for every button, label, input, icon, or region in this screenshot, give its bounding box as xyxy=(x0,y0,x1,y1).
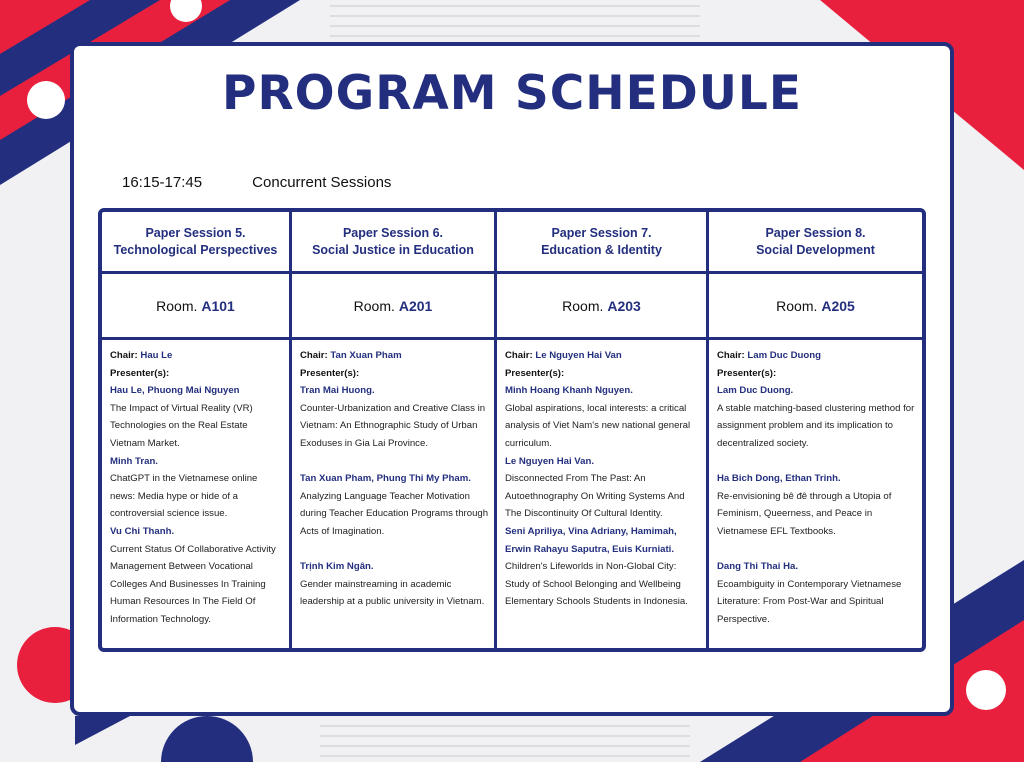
presenter-names: Tran Mai Huong. xyxy=(300,385,375,397)
paper-title: Disconnected From The Past: An Autoethnography On Writing Systems And The Discontinuity Of Cultural Identity. xyxy=(505,473,685,520)
chair-name: Le Nguyen Hai Van xyxy=(535,350,622,361)
presenters-label: Presenter(s): xyxy=(717,367,777,379)
session-theme: Education & Identity xyxy=(541,242,662,257)
presenters-label: Presenter(s): xyxy=(300,367,360,379)
chair-label: Chair: xyxy=(110,350,138,361)
presenter-names: Trịnh Kim Ngân. xyxy=(300,561,374,573)
presenter-names: Minh Hoang Khanh Nguyen. xyxy=(505,385,633,397)
room-cell-7 xyxy=(497,274,709,340)
paper-title: A stable matching-based clustering method for assignment problem and its implication to decentralized society. xyxy=(717,402,915,449)
room-prefix: Room. xyxy=(776,297,818,314)
chair-name: Lam Duc Duong xyxy=(747,350,821,361)
session-header-5 xyxy=(102,212,292,274)
room-number: A205 xyxy=(821,297,855,314)
paper-title: ChatGPT in the Vietnamese online news: Media hype or hide of a controversial science issue. xyxy=(110,473,258,520)
session-name: Paper Session 8. xyxy=(765,225,866,240)
paper-title: Re-envisioning bê đê through a Utopia of Feminism, Queerness, and Peace in Vietnamese EFL Textbooks. xyxy=(717,490,892,537)
session-theme: Technological Perspectives xyxy=(113,242,278,257)
session-label: Concurrent Sessions xyxy=(252,174,392,191)
chair-label: Chair: xyxy=(300,350,328,361)
presenter-names: Ha Bich Dong, Ethan Trinh. xyxy=(717,473,841,485)
room-number: A203 xyxy=(607,297,641,314)
room-cell-6 xyxy=(292,274,497,340)
paper-title: Global aspirations, local interests: a critical analysis of Viet Nam's new national general curriculum. xyxy=(505,402,691,449)
chair-name: Tan Xuan Pham xyxy=(330,350,402,361)
paper-title: Counter-Urbanization and Creative Class in Vietnam: An Ethnographic Study of Urban Exoduses in Gia Lai Province. xyxy=(300,402,486,449)
session-name: Paper Session 7. xyxy=(551,225,652,240)
room-prefix: Room. xyxy=(562,297,604,314)
session-name: Paper Session 5. xyxy=(145,225,246,240)
paper-title: The Impact of Virtual Reality (VR) Technologies on the Real Estate Vietnam Market. xyxy=(110,402,253,449)
presenters-label: Presenter(s): xyxy=(505,367,565,379)
page-title: PROGRAM SCHEDULE xyxy=(222,66,802,121)
session-theme: Social Justice in Education xyxy=(312,242,474,257)
presenters-label: Presenter(s): xyxy=(110,367,170,379)
room-prefix: Room. xyxy=(353,297,395,314)
session-theme: Social Development xyxy=(756,242,875,257)
session-body-6 xyxy=(292,340,497,648)
chair-name: Hau Le xyxy=(140,350,173,361)
session-header-6 xyxy=(292,212,497,274)
room-number: A201 xyxy=(398,297,433,314)
room-cell-8 xyxy=(709,274,922,340)
room-cell-5 xyxy=(102,274,292,340)
chair-line xyxy=(717,347,918,365)
paper-title: Current Status Of Collaborative Activity Management Between Vocational Colleges And Businesses In Training Human Resources In The Field Of Information Technology. xyxy=(110,543,276,625)
room-number: A101 xyxy=(201,297,235,314)
chair-label: Chair: xyxy=(505,350,533,361)
presenter-names: Dang Thi Thai Ha. xyxy=(717,561,799,573)
session-header-8 xyxy=(709,212,922,274)
presenter-names: Hau Le, Phuong Mai Nguyen xyxy=(110,385,240,397)
paper-title: Analyzing Language Teacher Motivation during Teacher Education Programs through Acts of Imagination. xyxy=(300,490,489,537)
presenter-names: Vu Chi Thanh. xyxy=(110,525,175,537)
presenter-names: Tan Xuan Pham, Phung Thi My Pham. xyxy=(300,473,471,485)
session-body-7 xyxy=(497,340,709,648)
presenter-names: Seni Apriliya, Vina Adriany, Hamimah, Erwin Rahayu Saputra, Euis Kurniati. xyxy=(505,525,677,555)
session-time: 16:15-17:45 xyxy=(122,174,203,191)
paper-title: Gender mainstreaming in academic leadership at a public university in Vietnam. xyxy=(300,578,485,608)
schedule-table xyxy=(98,208,926,652)
presenter-names: Lam Duc Duong. xyxy=(717,385,794,397)
chair-line xyxy=(300,347,490,365)
presenter-names: Minh Tran. xyxy=(110,455,158,467)
chair-line xyxy=(505,347,702,365)
session-body-5 xyxy=(102,340,292,648)
schedule-card xyxy=(70,42,954,716)
room-prefix: Room. xyxy=(156,297,198,314)
paper-title: Children's Lifeworlds in Non-Global City: Study of School Belonging and Wellbeing Elementary Schools Students in Indonesia. xyxy=(505,561,688,608)
chair-label: Chair: xyxy=(717,350,745,361)
paper-title: Ecoambiguity in Contemporary Vietnamese Literature: From Post-War and Spiritual Perspective. xyxy=(717,578,902,625)
presenter-names: Le Nguyen Hai Van. xyxy=(505,455,595,467)
time-row xyxy=(122,174,391,191)
chair-line xyxy=(110,347,285,365)
session-name: Paper Session 6. xyxy=(342,225,444,240)
session-body-8 xyxy=(709,340,922,648)
session-header-7 xyxy=(497,212,709,274)
